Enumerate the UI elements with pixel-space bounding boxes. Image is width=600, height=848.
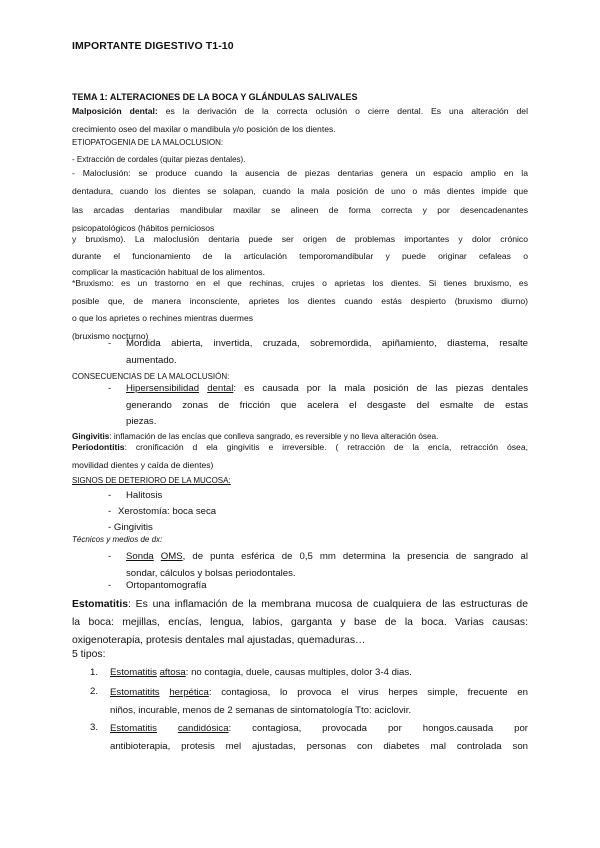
list-dash: -: [108, 551, 112, 562]
extraccion-item: - Extracción de cordales (quitar piezas dentales).: [72, 155, 246, 164]
list-dash: -: [108, 506, 112, 517]
maloclusion-paragraph-2: [72, 231, 528, 281]
list-dash: -: [108, 490, 112, 501]
consecuencias-heading: CONSECUENCIAS DE LA MALOCLUSIÓN:: [72, 372, 230, 381]
section-heading-tema1: TEMA 1: ALTERACIONES DE LA BOCA Y GLÁNDULAS SALIVALES: [72, 92, 358, 102]
tipo-text: : contagiosa, lo provoca el virus herpes simple, frecuente en: [208, 687, 528, 698]
dental-term: dental: [207, 383, 234, 394]
oms-term: OMS: [160, 551, 183, 562]
document-title: IMPORTANTE DIGESTIVO T1-10: [72, 40, 234, 52]
mordida-line: Mordida abierta, invertida, cruzada, sobremordida, apiñamiento, diastema, resalte: [126, 338, 528, 349]
tipo-subterm: herpética: [169, 687, 209, 698]
tipo-item-herpetica: [110, 684, 528, 719]
tipo-item-aftosa: [110, 665, 528, 682]
hipersensibilidad-item: [126, 381, 528, 431]
maloclusion-line: dentadura, cuando los dientes se solapan, cuando la mala posición de uno o más dientes impide que: [72, 186, 528, 197]
malposicion-line2: crecimiento oseo del maxilar o mandibula y/o posición de los dientes.: [72, 124, 336, 135]
gingivitis-term: Gingivitis: [72, 432, 110, 441]
signo-item-gingivitis: - Gingivitis: [108, 522, 153, 533]
signos-heading: SIGNOS DE DETERIORO DE LA MUCOSA:: [72, 476, 231, 485]
bruxismo-paragraph: [72, 275, 528, 345]
tipo-item-candidosica: [110, 720, 528, 755]
malposicion-term: Malposición dental:: [72, 106, 158, 116]
tipo-term: Estomatitits: [110, 687, 160, 698]
list-dash: -: [108, 338, 112, 349]
hipersensibilidad-term: Hipersensibilidad: [126, 383, 200, 394]
mordida-item: [126, 336, 528, 369]
tipos-heading: 5 tipos:: [72, 649, 106, 660]
tipo-term: Estomatitis: [110, 667, 157, 678]
tipo-line: antibioterapia, protesis mel ajustadas, personas con diabetes mal controlada son: [110, 740, 528, 752]
maloclusion-paragraph: [72, 164, 528, 238]
maloclusion-line: y bruxismo). La maloclusión dentaria puede ser origen de problemas importantes y dolor crónico: [72, 234, 528, 244]
signo-item-xerostomia: Xerostomía: boca seca: [118, 506, 217, 517]
tipo-subterm: candidósica: [177, 723, 229, 734]
hipersensibilidad-text: : es causada por la mala posición de las piezas dentales: [233, 383, 528, 394]
list-number: 1.: [90, 667, 99, 678]
periodontitis-text: : cronificación d ela gingivitis e irreversible. ( retracción de la encía, retracción ósea,: [124, 442, 528, 452]
etiopatogenia-heading: ETIOPATOGENIA DE LA MALOCLUSION:: [72, 138, 224, 147]
tipo-subterm: aftosa: [159, 667, 186, 678]
maloclusion-line: durante el funcionamiento de la articulación temporomandibular y puede originar cefaleas o: [72, 250, 528, 261]
bruxismo-line: *Bruxismo: es un trastorno en el que rechinas, crujes o aprietas los dientes. Si tienes bruxismo, es: [72, 278, 528, 288]
gingivitis-text: : inflamación de las encías que conlleva sangrado, es reversible y no lleva alteración ósea.: [109, 432, 439, 441]
periodontitis-term: Periodontitis: [72, 442, 125, 452]
maloclusion-line: las arcadas dentarias mandibular maxilar se alineen de forma correcta y por desencadenantes: [72, 204, 528, 215]
tipo-text: : contagiosa, provocada por hongos.causada por: [228, 723, 528, 734]
malposicion-line1: es la derivación de la correcta oclusión o cierre dental. Es una alteración del: [157, 106, 528, 116]
estomatitis-text: : Es una inflamación de la membrana mucosa de cualquiera de las estructuras de: [128, 599, 528, 610]
tipo-text: : no contagia, duele, causas multiples, dolor 3-4 dias.: [185, 667, 412, 678]
bruxismo-line: o que los aprietes o rechines mientras duermes: [72, 313, 254, 323]
bruxismo-line: posible que, de manera inconsciente, aprietes los dientes cuando estás despierto (bruxismo diurno): [72, 295, 528, 306]
periodontitis-paragraph: [72, 439, 528, 474]
list-number: 2.: [90, 686, 99, 697]
hipersensibilidad-line: piezas.: [126, 416, 157, 427]
malposicion-paragraph: [72, 102, 528, 139]
estomatitis-line: oxigenoterapia, protesis dentales mal ajustadas, quemaduras…: [72, 634, 366, 646]
sonda-text: , de punta esférica de 0,5 mm determina la presencia de sangrado al: [182, 551, 528, 562]
periodontitis-line: movilidad dientes y caída de dientes): [72, 459, 214, 470]
maloclusion-line: complicar la masticación habitual de los alimentos.: [72, 267, 265, 278]
hipersensibilidad-line: generando zonas de fricción que acelera el desgaste del esmalte de estas: [126, 399, 528, 411]
bruxismo-line: (bruxismo nocturno): [72, 330, 149, 341]
ortopantomografia-item: Ortopantomografía: [126, 580, 207, 591]
tipo-line: niños, incurable, menos de 2 semanas de sintomatología Tto: aciclovir.: [110, 704, 412, 716]
mordida-line: aumentado.: [126, 354, 177, 366]
maloclusion-line: psicopatológicos (hábitos perniciosos: [72, 223, 215, 234]
tecnicas-heading: Técnicos y medios de dx:: [72, 535, 163, 544]
sonda-line: sondar, cálculos y bolsas periodontales.: [126, 567, 296, 579]
estomatitis-paragraph: [72, 596, 528, 649]
list-dash: -: [108, 383, 112, 394]
signo-item-halitosis: Halitosis: [126, 490, 163, 501]
estomatitis-term: Estomatitis: [72, 599, 129, 610]
sonda-term: Sonda: [126, 551, 154, 562]
list-dash: -: [108, 580, 112, 591]
maloclusion-line: - Maloclusión: se produce cuando la ausencia de piezas dentarias genera un espacio amplio en la: [72, 168, 528, 178]
list-number: 3.: [90, 722, 99, 733]
tipo-term: Estomatitis: [110, 723, 157, 734]
estomatitis-line: la boca: mejillas, encías, lengua, labios, garganta y base de la boca. Varias causas:: [72, 616, 528, 628]
